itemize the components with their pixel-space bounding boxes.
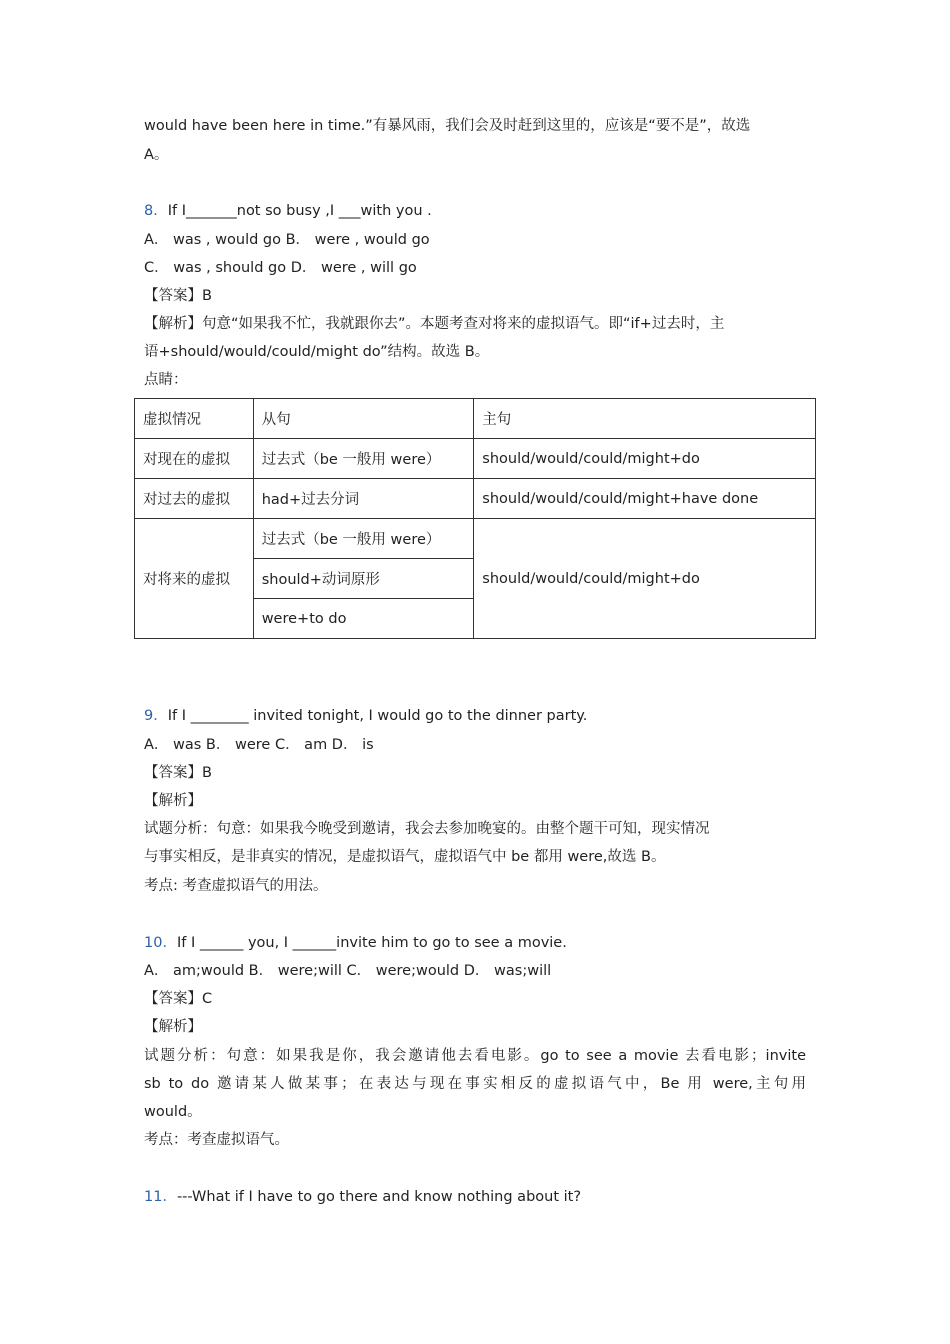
- table-cell: should+动词原形: [253, 559, 474, 599]
- question-number: 11．: [144, 1189, 177, 1205]
- question-text: If I_______not so busy ,I ___with you .: [167, 203, 432, 219]
- question-9-kaodian: 考点: 考查虚拟语气的用法。: [144, 878, 328, 894]
- table-header-cell: 从句: [253, 399, 474, 439]
- question-text: If I ________ invited tonight, I would go to the dinner party.: [167, 708, 588, 724]
- question-8-stem: [144, 201, 432, 221]
- table-cell: had+过去分词: [253, 479, 474, 519]
- subjunctive-table: [134, 398, 816, 639]
- question-text: If I ______ you, I ______invite him to go to see a movie.: [176, 935, 567, 951]
- table-cell: were+to do: [253, 599, 474, 639]
- question-11-stem: [144, 1187, 581, 1207]
- question-8-tip-label: 点睛：: [144, 372, 188, 388]
- table-row: [135, 439, 816, 479]
- intro-line-1: would have been here in time.”有暴风雨，我们会及时赶到这里的，应该是“要不是”，故选: [144, 118, 751, 134]
- table-cell: should/would/could/might+do: [474, 519, 816, 639]
- question-8-options-1: A． was , would go B． were , would go: [144, 232, 430, 248]
- question-10-analysis-2: sb to do 邀请某人做某事；在表达与现在事实相反的虚拟语气中，Be 用 were,主句用: [144, 1076, 806, 1092]
- question-8-answer: 【答案】B: [144, 288, 212, 304]
- question-10-options: A． am;would B． were;will C． were;would D． was;will: [144, 963, 552, 979]
- question-9-answer: 【答案】B: [144, 765, 212, 781]
- question-8-options-2: C． was , should go D． were , will go: [144, 260, 417, 276]
- table-cell: 对现在的虚拟: [135, 439, 254, 479]
- table-header-row: [135, 399, 816, 439]
- question-9-stem: [144, 706, 587, 726]
- question-9-options: A． was B． were C． am D． is: [144, 737, 374, 753]
- question-10-analysis-label: 【解析】: [144, 1019, 202, 1035]
- table-row: [135, 519, 816, 559]
- question-number: 10．: [144, 935, 177, 951]
- question-10-stem: [144, 933, 567, 953]
- question-10-analysis-1: 试题分析：句意：如果我是你，我会邀请他去看电影。go to see a movie 去看电影；invite: [144, 1048, 806, 1064]
- question-10-analysis-3: would。: [144, 1104, 202, 1120]
- table-cell: should/would/could/might+do: [474, 439, 816, 479]
- question-8-analysis-2: 语+should/would/could/might do”结构。故选 B。: [144, 344, 490, 360]
- question-9-analysis-label: 【解析】: [144, 793, 202, 809]
- question-9-analysis-1: 试题分析：句意：如果我今晚受到邀请，我会去参加晚宴的。由整个题干可知，现实情况: [144, 821, 710, 837]
- question-10-kaodian: 考点：考查虚拟语气。: [144, 1132, 289, 1148]
- table-cell: 对将来的虚拟: [135, 519, 254, 639]
- table-header-cell: 主句: [474, 399, 816, 439]
- table-header-cell: 虚拟情况: [135, 399, 254, 439]
- question-8-analysis-1: 【解析】句意“如果我不忙，我就跟你去”。本题考查对将来的虚拟语气。即“if+过去时，主: [144, 316, 725, 332]
- table-cell: 过去式（be 一般用 were）: [253, 439, 474, 479]
- question-text: ---What if I have to go there and know nothing about it?: [176, 1189, 582, 1205]
- table-cell: 过去式（be 一般用 were）: [253, 519, 474, 559]
- table-row: [135, 479, 816, 519]
- question-10-answer: 【答案】C: [144, 991, 213, 1007]
- table-cell: 对过去的虚拟: [135, 479, 254, 519]
- intro-line-2: A。: [144, 147, 169, 163]
- question-number: 8．: [144, 203, 168, 219]
- question-number: 9．: [144, 708, 168, 724]
- question-9-analysis-2: 与事实相反，是非真实的情况，是虚拟语气，虚拟语气中 be 都用 were,故选 B。: [144, 849, 666, 865]
- table-cell: should/would/could/might+have done: [474, 479, 816, 519]
